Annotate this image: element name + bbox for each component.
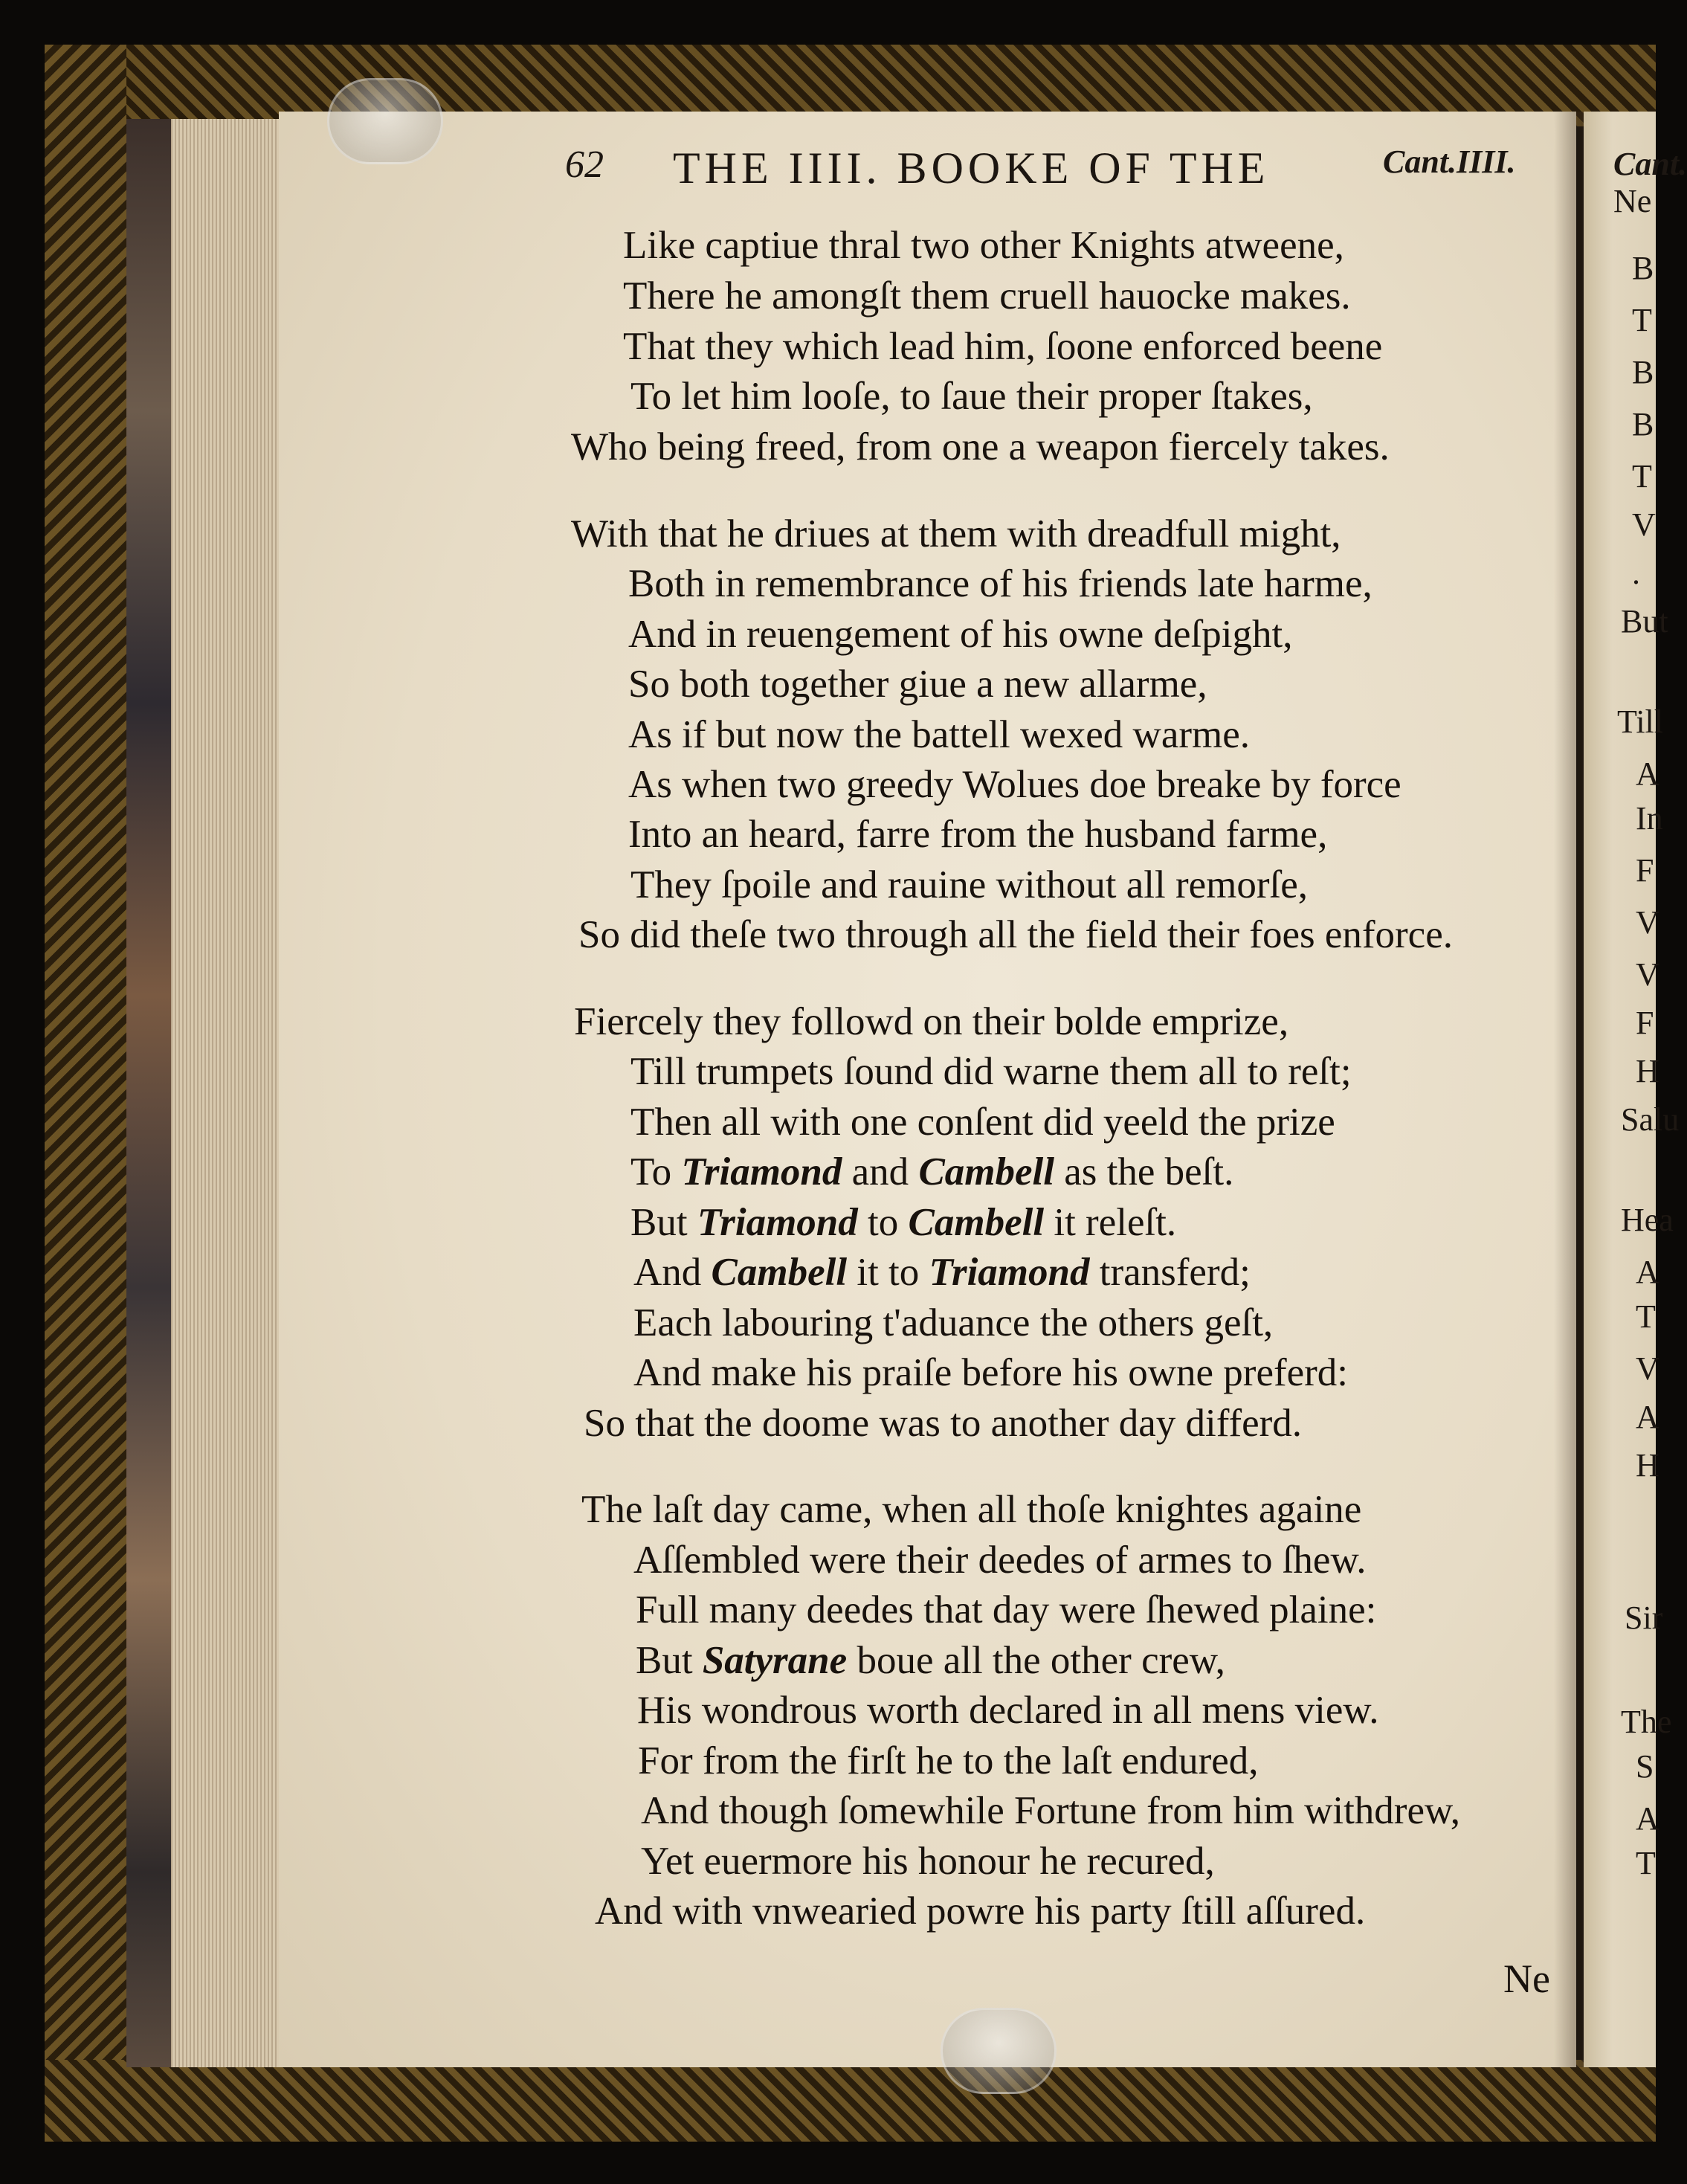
italic-name: Cambell	[908, 1201, 1045, 1244]
verse-line	[623, 324, 1382, 369]
running-title: THE IIII. BOOKE OF THE	[673, 144, 1270, 193]
right-page-fragment: Salu	[1621, 1101, 1680, 1138]
verse-text: and	[842, 1150, 919, 1194]
verse-text: And make his praiſe before his owne preferd:	[633, 1351, 1349, 1394]
right-page-fragment: V	[1636, 1350, 1659, 1387]
gilt-border-left	[45, 45, 126, 2142]
verse-line	[578, 912, 1453, 957]
right-page-fragment: A	[1636, 1399, 1659, 1435]
verse-line	[574, 999, 1288, 1044]
verse-line	[637, 1688, 1378, 1733]
verse-text: To	[630, 1150, 682, 1194]
verse-line	[633, 1250, 1251, 1295]
verse-line	[633, 1301, 1273, 1345]
right-page-fragment: T	[1636, 1298, 1656, 1335]
verse-text: Who being freed, from one a weapon fiercely takes.	[571, 425, 1390, 468]
verse-text: To let him looſe, to ſaue their proper ſtakes,	[630, 375, 1313, 418]
verse-line	[633, 1538, 1367, 1582]
verse-line	[571, 512, 1341, 556]
right-page-fragment: T	[1636, 1845, 1656, 1881]
verse-line	[628, 561, 1372, 606]
verse-line	[581, 1487, 1361, 1532]
verse-line	[628, 762, 1401, 807]
book-clip-top-icon	[327, 78, 443, 164]
verse-text: So did theſe two through all the field their foes enforce.	[578, 913, 1453, 956]
verse-text: So that the doome was to another day differd.	[584, 1402, 1303, 1445]
verse-text: it releſt.	[1044, 1201, 1177, 1244]
verse-text: Like captiue thral two other Knights atweene,	[623, 224, 1344, 267]
verse-text: transferd;	[1089, 1251, 1251, 1294]
verse-line	[628, 662, 1207, 706]
right-page-fragment: A	[1636, 756, 1659, 792]
verse-line	[638, 1739, 1259, 1783]
catchword: Ne	[1503, 1956, 1550, 2001]
right-page-fragment: But	[1621, 603, 1668, 640]
verse-text: Then all with one conſent did yeeld the prize	[630, 1101, 1335, 1144]
right-page-fragment: A	[1636, 1254, 1659, 1290]
verse-line	[630, 863, 1308, 907]
verse-line	[623, 274, 1351, 318]
marbled-endpaper	[126, 119, 171, 2067]
verse-line	[630, 374, 1313, 419]
italic-name: Triamond	[681, 1150, 842, 1194]
right-page-fragment: T	[1632, 302, 1652, 338]
verse-line	[628, 612, 1292, 657]
verse-text: it to	[847, 1251, 929, 1294]
verse-text: So both together giue a new allarme,	[628, 663, 1207, 706]
right-page-fragment: B	[1632, 250, 1654, 286]
verse-line	[584, 1401, 1302, 1446]
verse-line	[595, 1889, 1365, 1933]
right-page-fragment: Sir	[1625, 1600, 1663, 1636]
italic-name: Triamond	[697, 1201, 858, 1244]
verse-text: And though ſomewhile Fortune from him withdrew,	[641, 1789, 1461, 1832]
italic-name: Cambell	[918, 1150, 1054, 1194]
gilt-border-bottom	[45, 2060, 1656, 2142]
verse-line	[630, 1200, 1176, 1245]
verse-text: But	[630, 1201, 697, 1244]
verse-line	[628, 712, 1250, 757]
verse-text: There he amongſt them cruell hauocke makes.	[623, 274, 1351, 318]
verse-text: Aſſembled were their deedes of armes to ſhew.	[633, 1539, 1367, 1582]
right-page	[1584, 112, 1687, 2067]
verse-line	[571, 425, 1390, 469]
page-gutter	[1554, 112, 1584, 2067]
right-page-fragment: F	[1636, 852, 1654, 889]
verse-text: Yet euermore his honour he recured,	[641, 1840, 1215, 1883]
verse-line	[636, 1638, 1225, 1683]
verse-line	[641, 1839, 1215, 1884]
right-page-fragment: H	[1636, 1053, 1659, 1089]
right-page-fragment: Ne	[1613, 183, 1652, 219]
canto-label: Cant.IIII.	[1383, 144, 1516, 180]
right-page-fragment: V	[1632, 506, 1656, 543]
verse-text: Each labouring t'aduance the others geſt,	[633, 1301, 1274, 1344]
right-page-fragment: .	[1632, 555, 1640, 591]
page-edges	[171, 119, 283, 2067]
right-page-fragment: Hea	[1621, 1202, 1674, 1238]
page-number: 62	[565, 144, 604, 186]
verse-text: With that he driues at them with dreadfull might,	[571, 512, 1341, 555]
right-page-fragment: V	[1636, 904, 1659, 941]
verse-text: boue all the other crew,	[847, 1639, 1225, 1682]
right-page-header-fragment: Cant.	[1613, 146, 1687, 182]
verse-text: Full many deedes that day were ſhewed plaine:	[636, 1588, 1377, 1631]
verse-text: Both in remembrance of his friends late harme,	[628, 562, 1372, 605]
verse-text: And with vnwearied powre his party ſtill aſſured.	[595, 1890, 1366, 1933]
verse-line	[623, 223, 1344, 268]
verse-text: But	[636, 1639, 703, 1682]
verse-text: As when two greedy Wolues doe breake by force	[628, 763, 1401, 806]
verse-line	[636, 1588, 1376, 1632]
verse-text: That they which lead him, ſoone enforced beene	[623, 325, 1383, 368]
verse-text: Into an heard, farre from the husband farme,	[628, 813, 1328, 856]
verse-text: For from the firſt he to the laſt endured,	[638, 1739, 1259, 1782]
verse-line	[641, 1788, 1460, 1833]
verse-text: as the beſt.	[1054, 1150, 1234, 1194]
right-page-fragment: In	[1636, 800, 1663, 837]
verse-line	[630, 1100, 1335, 1144]
right-page-fragment: H	[1636, 1447, 1659, 1484]
verse-text: They ſpoile and rauine without all remorſe,	[630, 863, 1309, 906]
verse-line	[630, 1049, 1352, 1094]
verse-line	[630, 1150, 1233, 1194]
right-page-fragment: F	[1636, 1005, 1654, 1041]
italic-name: Satyrane	[702, 1639, 848, 1682]
right-page-fragment: T	[1632, 458, 1652, 495]
verse-line	[628, 812, 1327, 857]
book-clip-bottom-icon	[941, 2008, 1057, 2094]
verse-text: And in reuengement of his owne deſpight,	[628, 613, 1293, 656]
verse-line	[633, 1350, 1348, 1395]
verse-text: And	[633, 1251, 712, 1294]
right-page-fragment: V	[1636, 956, 1659, 993]
verse-text: Fiercely they followd on their bolde emprize,	[574, 1000, 1289, 1043]
verse-text: As if but now the battell wexed warme.	[628, 713, 1250, 756]
right-page-fragment: B	[1632, 354, 1654, 390]
verse-text: His wondrous worth declared in all mens view.	[637, 1689, 1379, 1732]
right-page-fragment: Till	[1617, 703, 1664, 740]
verse-text: The laſt day came, when all thoſe knightes againe	[581, 1488, 1362, 1531]
right-page-fragment: The	[1621, 1704, 1672, 1740]
right-page-fragment: S	[1636, 1748, 1654, 1785]
right-page-fragment: B	[1632, 406, 1654, 442]
right-page-fragment: A	[1636, 1800, 1659, 1837]
italic-name: Triamond	[929, 1251, 1090, 1294]
italic-name: Cambell	[711, 1251, 848, 1294]
verse-text: Till trumpets ſound did warne them all to reſt;	[630, 1050, 1352, 1093]
verse-text: to	[857, 1201, 909, 1244]
